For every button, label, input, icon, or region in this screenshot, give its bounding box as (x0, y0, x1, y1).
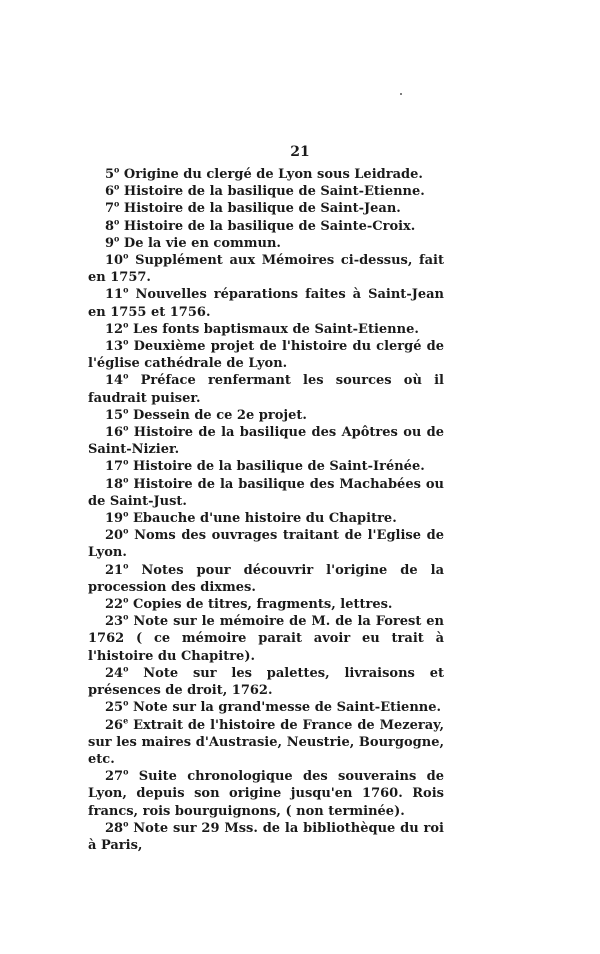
list-item (88, 286, 444, 320)
list-item (88, 372, 444, 406)
entry-text: Histoire de la basilique de Saint-Jean. (123, 201, 401, 217)
list-item (88, 768, 444, 820)
entry-text: Nouvelles réparations faites à Saint-Jean en 1755 et 1756. (88, 287, 445, 320)
entry-text: Histoire de la basilique des Machabées ou de Saint-Just. (88, 476, 444, 509)
list-item (88, 166, 444, 183)
entry-number: 21$^o$ (105, 560, 129, 578)
page-number: 21 (290, 144, 310, 160)
entry-number: 28$^o$ (105, 818, 129, 836)
entry-text: Ebauche d'une histoire du Chapitre. (132, 511, 397, 527)
entry-number: 15$^o$ (105, 405, 129, 423)
entry-number: 10$^o$ (105, 250, 129, 269)
entry-list (88, 166, 444, 854)
entry-text: Note sur les palettes, livraisons et présences de droit, 1762. (88, 665, 444, 699)
list-item (88, 476, 444, 510)
entry-number: 8$^o$ (105, 216, 120, 234)
entry-number: 14$^o$ (105, 371, 129, 389)
entry-number: 20$^o$ (105, 525, 129, 544)
list-item (88, 613, 444, 665)
entry-number: 16$^o$ (105, 422, 129, 441)
entry-text: Note sur la grand'messe de Saint-Etienne. (132, 700, 442, 716)
list-item (88, 235, 444, 252)
entry-number: 27$^o$ (105, 766, 129, 785)
entry-number: 12$^o$ (105, 319, 129, 337)
paper-speck (400, 93, 402, 95)
entry-text: Notes pour découvrir l'origine de la procession des dixmes. (88, 562, 444, 595)
entry-text: Noms des ouvrages traitant de l'Eglise de Lyon. (88, 528, 444, 561)
entry-text: Histoire de la basilique de Sainte-Croix. (123, 218, 416, 234)
entry-number: 5$^o$ (105, 164, 120, 182)
entry-number: 7$^o$ (105, 199, 120, 217)
entry-number: 18$^o$ (105, 474, 129, 492)
entry-text: De la vie en commun. (123, 235, 281, 251)
list-item (88, 338, 444, 372)
list-item (88, 218, 444, 235)
list-item (88, 458, 444, 475)
entry-text: Supplément aux Mémoires ci-dessus, fait en 1757. (88, 253, 444, 286)
list-item (88, 699, 444, 716)
list-item (88, 596, 444, 613)
entry-text: Dessein de ce 2e projet. (132, 407, 307, 423)
entry-number: 9$^o$ (105, 233, 120, 251)
entry-number: 22$^o$ (105, 594, 129, 613)
entry-text: Les fonts baptismaux de Saint-Etienne. (132, 321, 419, 337)
entry-number: 23$^o$ (105, 611, 129, 630)
entry-text: Histoire de la basilique des Apôtres ou de Saint-Nizier. (88, 425, 445, 458)
entry-number: 19$^o$ (105, 508, 129, 527)
entry-text: Histoire de la basilique de Saint-Irénée. (132, 459, 425, 475)
list-item (88, 407, 444, 424)
list-item (88, 424, 444, 458)
list-item (88, 510, 444, 527)
entry-number: 11$^o$ (105, 285, 129, 303)
list-item (88, 200, 444, 217)
entry-number: 6$^o$ (105, 181, 120, 200)
list-item (88, 665, 444, 699)
entry-text: Note sur le mémoire de M. de la Forest en 1762 ( ce mémoire parait avoir eu trait à l'histoire du Chapitre). (88, 614, 444, 664)
entry-number: 13$^o$ (105, 336, 129, 355)
entry-text: Préface renfermant les sources où il faudrait puiser. (88, 373, 444, 406)
entry-text: Copies de titres, fragments, lettres. (132, 597, 393, 613)
entry-number: 26e (105, 715, 129, 733)
list-item (88, 562, 444, 596)
entry-text: Note sur 29 Mss. de la bibliothèque du roi à Paris, (88, 820, 444, 853)
entry-text: Histoire de la basilique de Saint-Etienne. (123, 184, 425, 200)
entry-number: 17$^o$ (105, 457, 129, 475)
entry-number: 25$^o$ (105, 697, 129, 716)
entry-text: Suite chronologique des souverains de Lyon, depuis son origine jusqu'en 1760. Rois francs, rois bourguignons, ( non terminée). (88, 769, 445, 819)
list-item (88, 321, 444, 338)
list-item (88, 527, 444, 561)
entry-text: Deuxième projet de l'histoire du clergé de l'église cathédrale de Lyon. (88, 339, 445, 372)
entry-number: 24$^o$ (105, 663, 129, 681)
list-item (88, 717, 444, 769)
entry-text: Extrait de l'histoire de France de Mezeray, sur les maires d'Austrasie, Neustrie, Bourgogne, etc. (88, 717, 444, 767)
entry-text: Origine du clergé de Lyon sous Leidrade. (123, 167, 423, 182)
list-item (88, 183, 444, 200)
list-item (88, 820, 444, 854)
list-item (88, 252, 444, 286)
